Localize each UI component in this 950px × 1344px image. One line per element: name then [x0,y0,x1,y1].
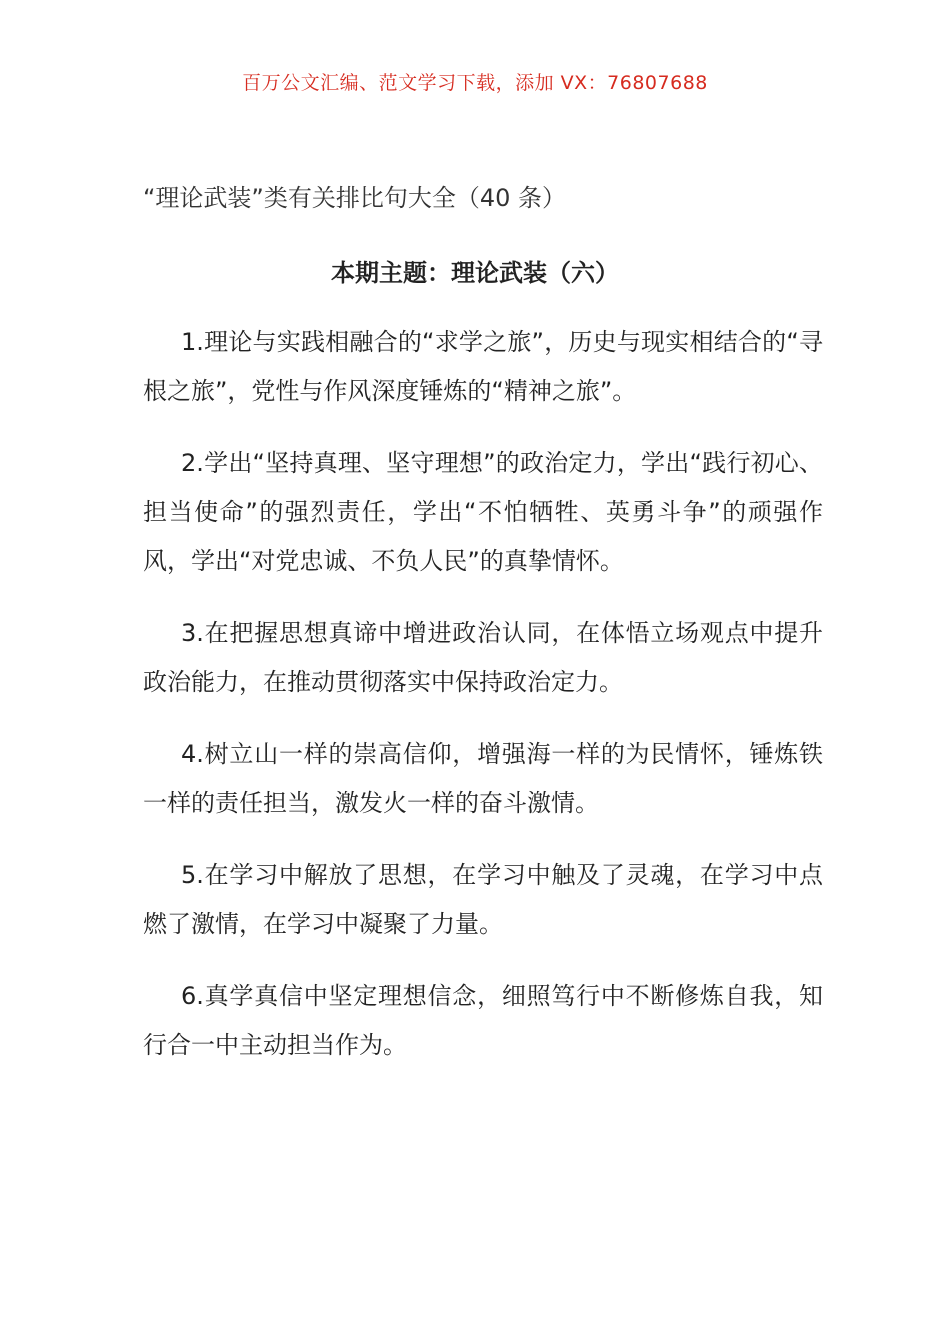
list-item: 3.在把握思想真谛中增进政治认同，在体悟立场观点中提升政治能力，在推动贯彻落实中保持政治定力。 [143,619,823,696]
list-item: 1.理论与实践相融合的“求学之旅”，历史与现实相结合的“寻根之旅”，党性与作风深度锤炼的“精神之旅”。 [143,328,823,405]
list-item: 4.树立山一样的崇高信仰，增强海一样的为民情怀，锤炼铁一样的责任担当，激发火一样的奋斗激情。 [143,740,823,817]
list-item: 2.学出“坚持真理、坚守理想”的政治定力，学出“践行初心、担当使命”的强烈责任，学出“不怕牺牲、英勇斗争”的顽强作风，学出“对党忠诚、不负人民”的真挚情怀。 [143,449,823,575]
section-subtitle: 本期主题：理论武装（六） [331,259,619,287]
list-item: 6.真学真信中坚定理想信念，细照笃行中不断修炼自我，知行合一中主动担当作为。 [143,982,823,1059]
sentence-list [143,318,823,1093]
document-title: “理论武装”类有关排比句大全（40 条） [143,184,567,212]
watermark-header: 百万公文汇编、范文学习下载，添加 VX：76807688 [242,72,708,94]
list-item: 5.在学习中解放了思想，在学习中触及了灵魂，在学习中点燃了激情，在学习中凝聚了力量。 [143,861,823,938]
